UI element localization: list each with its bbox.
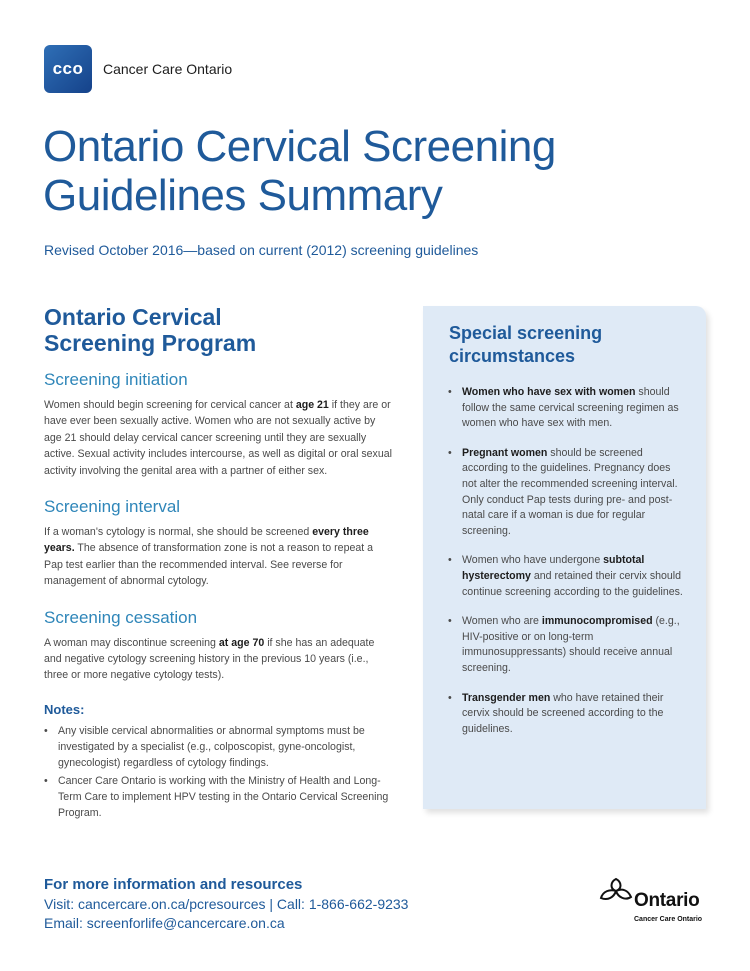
- initiation-text-bold: age 21: [295, 399, 329, 411]
- special-title-line1: Special screening: [449, 323, 603, 343]
- revised-note: Revised October 2016—based on current (2012) screening guidelines: [44, 242, 479, 258]
- cco-logo: [44, 45, 232, 93]
- initiation-text: [44, 397, 394, 479]
- cco-logo-mark: cco: [44, 45, 92, 93]
- special-item: [448, 446, 688, 540]
- footer-heading: For more information and resources: [44, 876, 303, 893]
- program-title-line1: Ontario Cervical: [44, 304, 222, 330]
- note-item: • Any visible cervical abnormalities or abnormal symptoms must be investigated by a specialist (e.g., colposcopist, gyne-oncologist, gynecologist) regardless of cytology findings.: [44, 723, 394, 771]
- special-item: [448, 691, 688, 738]
- page-title-line1: Ontario Cervical Screening: [43, 122, 556, 171]
- program-title-line2: Screening Program: [44, 330, 257, 356]
- trillium-icon: [598, 876, 634, 908]
- special-item-pre: Women who have undergone: [462, 554, 604, 567]
- footer: [44, 876, 408, 933]
- special-item-bold: immunocompromised: [541, 615, 653, 628]
- special-list: [448, 385, 688, 751]
- initiation-text-pre: Women should begin screening for cervical cancer at: [44, 399, 296, 411]
- footer-email: Email: screenforlife@cancercare.on.ca: [44, 915, 285, 931]
- footer-visit-call: Visit: cancercare.on.ca/pcresources | Call: 1-866-662-9233: [44, 896, 409, 912]
- cco-logo-name: Cancer Care Ontario: [103, 61, 233, 77]
- ontario-logo: [598, 876, 710, 928]
- special-item-bold: Transgender men: [462, 691, 551, 704]
- ontario-wordmark: Ontario: [634, 890, 700, 911]
- special-item-post: should follow the same cervical screening regimen as women who have sex with men.: [462, 386, 679, 430]
- special-title: [449, 322, 602, 368]
- cessation-text-post: if she has an adequate and negative cytology screening history in the previous 10 years (i.e., three or more negative cytology tests).: [44, 636, 375, 682]
- cessation-text: [44, 635, 394, 684]
- page-title: [43, 122, 683, 220]
- program-column: [44, 304, 394, 823]
- special-item: [448, 385, 688, 432]
- special-item-bold: subtotal hysterectomy: [462, 554, 645, 582]
- special-item: [448, 614, 688, 676]
- special-item-post: who have retained their cervix should be screened according to the guidelines.: [462, 691, 664, 735]
- special-item-bold: Women who have sex with women: [462, 386, 636, 398]
- note-item: • Cancer Care Ontario is working with the Ministry of Health and Long-Term Care to implement HPV testing in the Ontario Cervical Screening Program.: [44, 773, 394, 821]
- special-item-bold: Pregnant women: [462, 446, 548, 459]
- notes-heading: Notes:: [44, 701, 85, 717]
- interval-text-pre: If a woman's cytology is normal, she should be screened: [44, 526, 313, 539]
- interval-text-post: The absence of transformation zone is not a reason to repeat a Pap test earlier than the recommended interval. See reverse for management of abnormal cytology.: [44, 542, 374, 588]
- interval-heading: Screening interval: [44, 497, 181, 517]
- initiation-text-post: if they are or have ever been sexually active. Women who are not sexually active by age 21 should delay cervical cancer screening until they are sexually active. Sexual activity includes intercourse, as well as digital or oral sexual activity involving the genital area with a partner of either sex.: [44, 399, 392, 477]
- special-item: [448, 553, 688, 600]
- notes-list: [44, 723, 394, 821]
- page-title-line2: Guidelines Summary: [43, 171, 443, 220]
- special-item-post: should be screened according to the guidelines. Pregnancy does not alter the recommended screening interval. Only conduct Pap tests during pre- and post-natal care if a woman is due for regular screening.: [462, 446, 678, 537]
- ontario-logo-sub: Cancer Care Ontario: [634, 916, 703, 923]
- initiation-heading: Screening initiation: [44, 370, 188, 389]
- special-item-post: and retained their cervix should continue screening according to the guidelines.: [462, 569, 683, 598]
- cessation-heading: Screening cessation: [44, 607, 198, 627]
- interval-text-bold: every three years.: [44, 526, 369, 555]
- program-title: [44, 304, 394, 356]
- cessation-text-pre: A woman may discontinue screening: [44, 636, 219, 649]
- special-item-pre: Women who are: [462, 615, 542, 628]
- special-item-post: (e.g., HIV-positive or on long-term immunosuppressants) should receive annual screening.: [462, 615, 680, 674]
- special-title-line2: circumstances: [449, 346, 576, 366]
- cessation-text-bold: at age 70: [218, 636, 265, 649]
- special-circumstances-panel: [423, 306, 706, 809]
- interval-text: [44, 524, 394, 590]
